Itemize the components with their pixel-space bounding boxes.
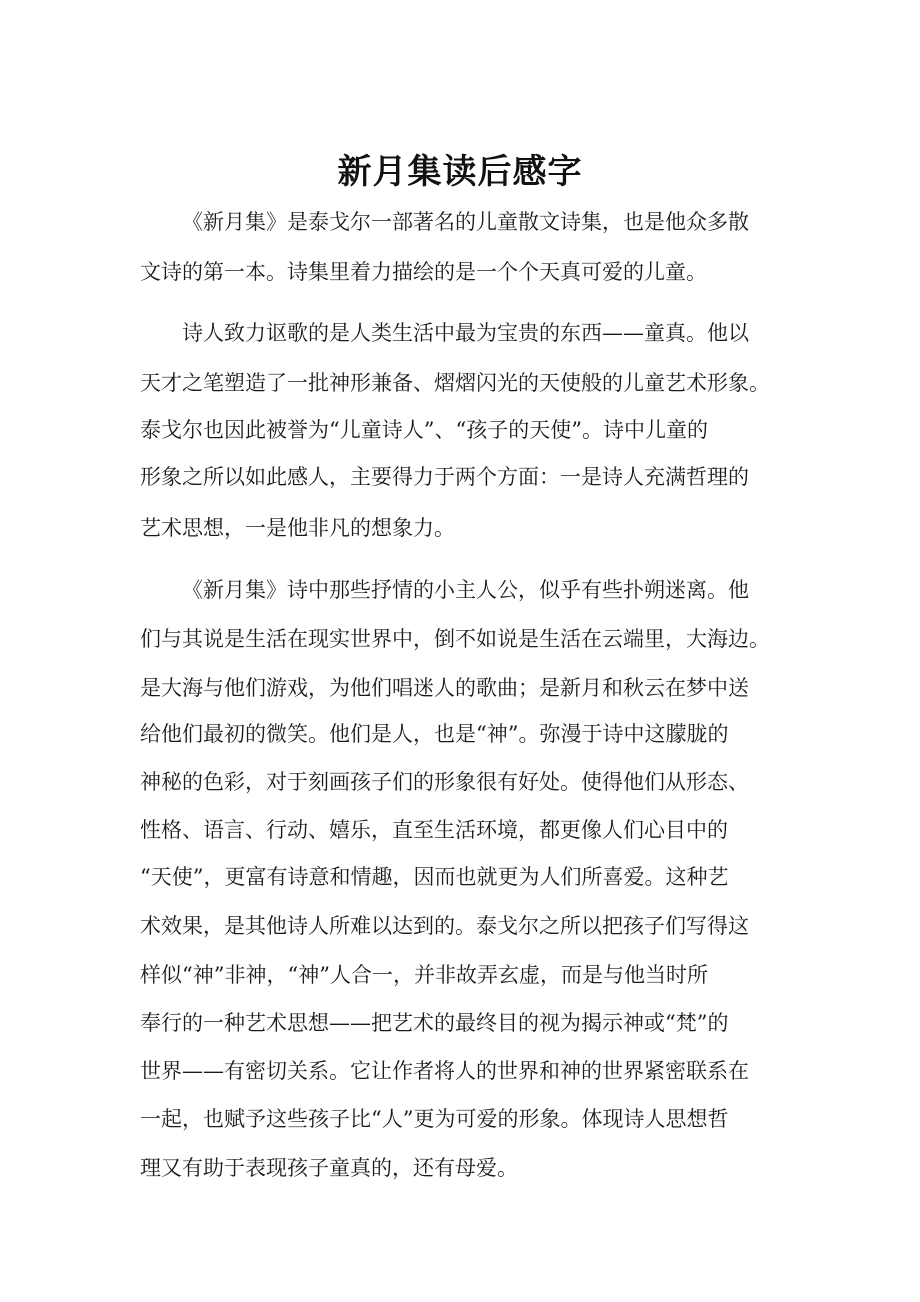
paragraph-3-line-2: 们与其说是生活在现实世界中，倒不如说是生活在云端里，大海边。 bbox=[140, 627, 770, 651]
paragraph-3-line-10: 奉行的一种艺术思想——把艺术的最终目的视为揭示神或“梵”的 bbox=[140, 1011, 729, 1035]
paragraph-3-line-1: 《新月集》诗中那些抒情的小主人公，似乎有些扑朔迷离。他 bbox=[182, 578, 749, 602]
paragraph-1-line-1: 《新月集》是泰戈尔一部著名的儿童散文诗集，也是他众多散 bbox=[182, 210, 749, 234]
paragraph-3-line-3: 是大海与他们游戏，为他们唱迷人的歌曲；是新月和秋云在梦中送 bbox=[140, 676, 749, 700]
paragraph-2-line-1: 诗人致力讴歌的是人类生活中最为宝贵的东西——童真。他以 bbox=[182, 321, 749, 345]
paragraph-1-line-2: 文诗的第一本。诗集里着力描绘的是一个个天真可爱的儿童。 bbox=[140, 260, 707, 284]
paragraph-2-line-3: 泰戈尔也因此被誉为“儿童诗人”、“孩子的天使”。诗中儿童的 bbox=[140, 418, 708, 442]
paragraph-3-line-9: 样似“神”非神，“神”人合一，并非故弄玄虚，而是与他当时所 bbox=[140, 963, 708, 987]
paragraph-2-line-2: 天才之笔塑造了一批神形兼备、熠熠闪光的天使般的儿童艺术形象。 bbox=[140, 371, 770, 395]
paragraph-3-line-12: 一起，也赋予这些孩子比“人”更为可爱的形象。体现诗人思想哲 bbox=[140, 1107, 729, 1131]
paragraph-3-line-7: “天使”，更富有诗意和情趣，因而也就更为人们所喜爱。这种艺 bbox=[140, 865, 729, 889]
paragraph-2-line-5: 艺术思想，一是他非凡的想象力。 bbox=[140, 516, 455, 540]
paragraph-3-line-4: 给他们最初的微笑。他们是人，也是“神”。弥漫于诗中这朦胧的 bbox=[140, 722, 729, 746]
paragraph-3-line-13: 理又有助于表现孩子童真的，还有母爱。 bbox=[140, 1156, 518, 1180]
paragraph-3-line-8: 术效果，是其他诗人所难以达到的。泰戈尔之所以把孩子们写得这 bbox=[140, 914, 749, 938]
paragraph-2-line-4: 形象之所以如此感人，主要得力于两个方面：一是诗人充满哲理的 bbox=[140, 465, 749, 489]
paragraph-3-line-6: 性格、语言、行动、嬉乐，直至生活环境，都更像人们心目中的 bbox=[140, 818, 728, 842]
paragraph-3-line-5: 神秘的色彩，对于刻画孩子们的形象很有好处。使得他们从形态、 bbox=[140, 770, 749, 794]
paragraph-3-line-11: 世界——有密切关系。它让作者将人的世界和神的世界紧密联系在 bbox=[140, 1059, 749, 1083]
document-title: 新月集读后感字 bbox=[337, 152, 583, 192]
